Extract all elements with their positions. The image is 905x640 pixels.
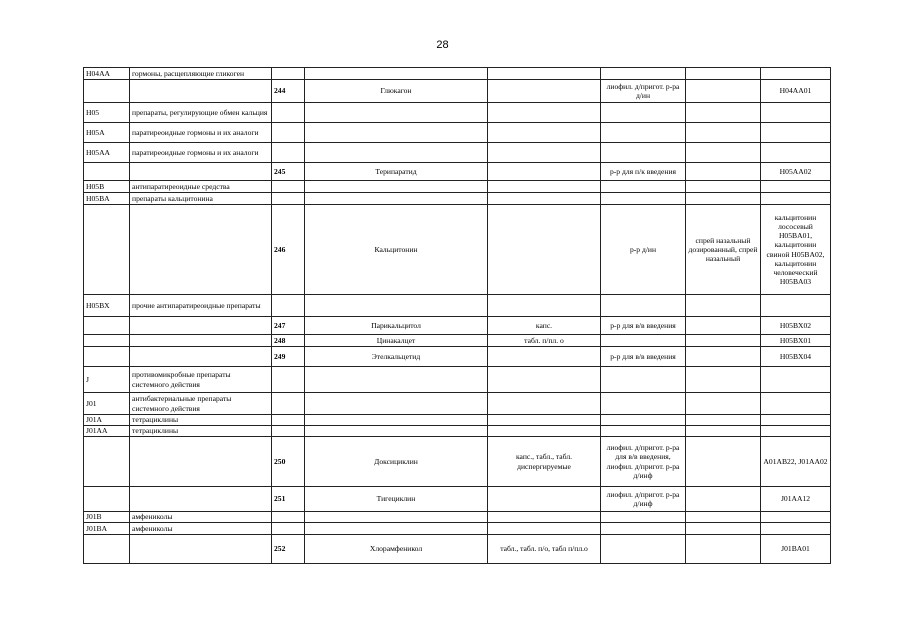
drug-name-cell	[305, 193, 488, 205]
dosage-form-cell	[488, 415, 601, 426]
atc-code-cell: J01BA01	[761, 535, 831, 564]
code-cell: J01	[84, 393, 130, 415]
dosage-form-cell	[488, 68, 601, 80]
dosage-form-cell	[488, 295, 601, 317]
row-number-cell: 245	[272, 163, 305, 181]
group-name-cell: амфениколы	[130, 523, 272, 535]
drug-name-cell	[305, 123, 488, 143]
row-number-cell	[272, 193, 305, 205]
other-form-cell	[686, 512, 761, 523]
other-form-cell	[686, 487, 761, 512]
drug-name-cell	[305, 393, 488, 415]
code-cell	[84, 205, 130, 295]
code-cell: J01B	[84, 512, 130, 523]
row-number-cell	[272, 123, 305, 143]
table-row	[84, 143, 831, 163]
code-cell: H05	[84, 103, 130, 123]
row-number-cell	[272, 523, 305, 535]
dosage-form-cell: табл. п/пл. о	[488, 335, 601, 347]
atc-code-cell: A01AB22, J01AA02	[761, 437, 831, 487]
code-cell: H05BX	[84, 295, 130, 317]
dosage-form-cell	[488, 512, 601, 523]
group-name-cell: амфениколы	[130, 512, 272, 523]
table-row	[84, 487, 831, 512]
atc-code-cell	[761, 415, 831, 426]
atc-code-cell: H05BX04	[761, 347, 831, 367]
code-cell	[84, 347, 130, 367]
group-name-cell: паратиреоидные гормоны и их аналоги	[130, 123, 272, 143]
group-name-cell	[130, 205, 272, 295]
group-name-cell	[130, 535, 272, 564]
drug-name-cell: Этелкальцетид	[305, 347, 488, 367]
atc-code-cell	[761, 181, 831, 193]
atc-code-cell	[761, 512, 831, 523]
code-cell	[84, 437, 130, 487]
dosage-form-cell	[488, 487, 601, 512]
table-row	[84, 393, 831, 415]
table-row	[84, 80, 831, 103]
injection-form-cell: лиофил. д/пригот. р-ра для в/в введения, лиофил. д/пригот. р-ра д/инф	[601, 437, 686, 487]
other-form-cell	[686, 295, 761, 317]
dosage-form-cell	[488, 205, 601, 295]
injection-form-cell	[601, 415, 686, 426]
dosage-form-cell	[488, 80, 601, 103]
row-number-cell: 251	[272, 487, 305, 512]
dosage-form-cell	[488, 393, 601, 415]
drug-name-cell: Глюкагон	[305, 80, 488, 103]
other-form-cell	[686, 193, 761, 205]
row-number-cell: 247	[272, 317, 305, 335]
row-number-cell: 244	[272, 80, 305, 103]
group-name-cell: противомикробные препараты системного действия	[130, 367, 272, 393]
code-cell: J01AA	[84, 426, 130, 437]
table-row	[84, 103, 831, 123]
atc-code-cell	[761, 123, 831, 143]
code-cell: J01BA	[84, 523, 130, 535]
injection-form-cell	[601, 393, 686, 415]
atc-code-cell	[761, 103, 831, 123]
row-number-cell	[272, 367, 305, 393]
code-cell	[84, 335, 130, 347]
table-row	[84, 523, 831, 535]
drug-name-cell	[305, 181, 488, 193]
dosage-form-cell	[488, 347, 601, 367]
atc-code-cell: J01AA12	[761, 487, 831, 512]
other-form-cell	[686, 535, 761, 564]
drug-name-cell	[305, 143, 488, 163]
table-row	[84, 193, 831, 205]
row-number-cell	[272, 426, 305, 437]
drug-name-cell: Терипаратид	[305, 163, 488, 181]
code-cell: H05B	[84, 181, 130, 193]
drug-name-cell	[305, 103, 488, 123]
atc-code-cell: H05BX02	[761, 317, 831, 335]
atc-code-cell	[761, 295, 831, 317]
code-cell	[84, 80, 130, 103]
group-name-cell	[130, 317, 272, 335]
code-cell: H05A	[84, 123, 130, 143]
injection-form-cell	[601, 335, 686, 347]
group-name-cell: антипаратиреоидные средства	[130, 181, 272, 193]
table-row	[84, 317, 831, 335]
group-name-cell: антибактериальные препараты системного действия	[130, 393, 272, 415]
drug-name-cell: Парикальцитол	[305, 317, 488, 335]
code-cell	[84, 317, 130, 335]
other-form-cell	[686, 437, 761, 487]
group-name-cell: гормоны, расщепляющие гликоген	[130, 68, 272, 80]
injection-form-cell: р-р для в/в введения	[601, 317, 686, 335]
code-cell: H05AA	[84, 143, 130, 163]
injection-form-cell	[601, 535, 686, 564]
dosage-form-cell	[488, 367, 601, 393]
injection-form-cell	[601, 523, 686, 535]
dosage-form-cell	[488, 523, 601, 535]
atc-code-cell	[761, 393, 831, 415]
drug-name-cell	[305, 295, 488, 317]
table-row	[84, 335, 831, 347]
atc-code-cell	[761, 143, 831, 163]
row-number-cell: 248	[272, 335, 305, 347]
table-row	[84, 295, 831, 317]
injection-form-cell	[601, 181, 686, 193]
injection-form-cell: лиофил. д/пригот. р-ра д/инф	[601, 487, 686, 512]
other-form-cell	[686, 143, 761, 163]
code-cell	[84, 535, 130, 564]
injection-form-cell: лиофил. д/пригот. р-ра д/ин	[601, 80, 686, 103]
other-form-cell: спрей назальный дозированный, спрей назальный	[686, 205, 761, 295]
drug-name-cell	[305, 512, 488, 523]
code-cell: J	[84, 367, 130, 393]
other-form-cell	[686, 523, 761, 535]
atc-code-cell: H04AA01	[761, 80, 831, 103]
injection-form-cell	[601, 103, 686, 123]
table-row	[84, 535, 831, 564]
atc-code-cell: кальцитонин лососевый H05BA01, кальцитонин свиной H05BA02, кальцитонин человеческий H05BA03	[761, 205, 831, 295]
other-form-cell	[686, 68, 761, 80]
group-name-cell: препараты, регулирующие обмен кальция	[130, 103, 272, 123]
other-form-cell	[686, 415, 761, 426]
table-row	[84, 367, 831, 393]
group-name-cell	[130, 487, 272, 512]
dosage-form-cell	[488, 193, 601, 205]
row-number-cell	[272, 103, 305, 123]
group-name-cell	[130, 80, 272, 103]
injection-form-cell	[601, 193, 686, 205]
table-row	[84, 437, 831, 487]
table-row	[84, 512, 831, 523]
atc-code-cell	[761, 68, 831, 80]
other-form-cell	[686, 335, 761, 347]
atc-code-cell	[761, 193, 831, 205]
drug-name-cell: Кальцитонин	[305, 205, 488, 295]
drug-name-cell: Цинакалцет	[305, 335, 488, 347]
code-cell: J01A	[84, 415, 130, 426]
other-form-cell	[686, 80, 761, 103]
drug-name-cell	[305, 367, 488, 393]
table-row	[84, 205, 831, 295]
table-row	[84, 163, 831, 181]
table-row	[84, 181, 831, 193]
injection-form-cell	[601, 123, 686, 143]
injection-form-cell: р-р д/ин	[601, 205, 686, 295]
drug-name-cell	[305, 523, 488, 535]
row-number-cell	[272, 512, 305, 523]
injection-form-cell	[601, 367, 686, 393]
dosage-form-cell	[488, 103, 601, 123]
code-cell	[84, 487, 130, 512]
group-name-cell	[130, 335, 272, 347]
group-name-cell	[130, 437, 272, 487]
table-row	[84, 123, 831, 143]
table-row	[84, 68, 831, 80]
atc-code-cell: H05AA02	[761, 163, 831, 181]
dosage-form-cell	[488, 163, 601, 181]
drug-name-cell	[305, 68, 488, 80]
code-cell: H05BA	[84, 193, 130, 205]
other-form-cell	[686, 123, 761, 143]
group-name-cell: тетрациклины	[130, 426, 272, 437]
other-form-cell	[686, 317, 761, 335]
dosage-form-cell: капс.	[488, 317, 601, 335]
dosage-form-cell	[488, 426, 601, 437]
row-number-cell: 252	[272, 535, 305, 564]
row-number-cell	[272, 295, 305, 317]
atc-code-cell	[761, 426, 831, 437]
drug-name-cell	[305, 426, 488, 437]
group-name-cell: прочие антипаратиреоидные препараты	[130, 295, 272, 317]
drug-name-cell: Доксициклин	[305, 437, 488, 487]
injection-form-cell	[601, 512, 686, 523]
table-row	[84, 415, 831, 426]
other-form-cell	[686, 393, 761, 415]
group-name-cell: тетрациклины	[130, 415, 272, 426]
injection-form-cell: р-р для п/к введения	[601, 163, 686, 181]
row-number-cell	[272, 415, 305, 426]
table-row	[84, 347, 831, 367]
drug-name-cell	[305, 415, 488, 426]
injection-form-cell	[601, 143, 686, 163]
dosage-form-cell: табл., табл. п/о, табл п/пл.о	[488, 535, 601, 564]
atc-code-cell	[761, 367, 831, 393]
other-form-cell	[686, 163, 761, 181]
drug-list-table	[83, 67, 831, 564]
row-number-cell: 249	[272, 347, 305, 367]
row-number-cell	[272, 393, 305, 415]
dosage-form-cell: капс., табл., табл. диспергируемые	[488, 437, 601, 487]
group-name-cell	[130, 347, 272, 367]
row-number-cell	[272, 143, 305, 163]
group-name-cell: паратиреоидные гормоны и их аналоги	[130, 143, 272, 163]
code-cell	[84, 163, 130, 181]
code-cell: H04AA	[84, 68, 130, 80]
group-name-cell: препараты кальцитонина	[130, 193, 272, 205]
atc-code-cell	[761, 523, 831, 535]
other-form-cell	[686, 367, 761, 393]
other-form-cell	[686, 426, 761, 437]
row-number-cell	[272, 68, 305, 80]
row-number-cell	[272, 181, 305, 193]
dosage-form-cell	[488, 143, 601, 163]
dosage-form-cell	[488, 181, 601, 193]
drug-name-cell: Хлорамфеникол	[305, 535, 488, 564]
table-row	[84, 426, 831, 437]
atc-code-cell: H05BX01	[761, 335, 831, 347]
group-name-cell	[130, 163, 272, 181]
other-form-cell	[686, 347, 761, 367]
injection-form-cell: р-р для в/в введения	[601, 347, 686, 367]
row-number-cell: 250	[272, 437, 305, 487]
injection-form-cell	[601, 295, 686, 317]
injection-form-cell	[601, 426, 686, 437]
page-number: 28	[436, 39, 449, 51]
other-form-cell	[686, 181, 761, 193]
other-form-cell	[686, 103, 761, 123]
injection-form-cell	[601, 68, 686, 80]
drug-name-cell: Тигециклин	[305, 487, 488, 512]
row-number-cell: 246	[272, 205, 305, 295]
dosage-form-cell	[488, 123, 601, 143]
